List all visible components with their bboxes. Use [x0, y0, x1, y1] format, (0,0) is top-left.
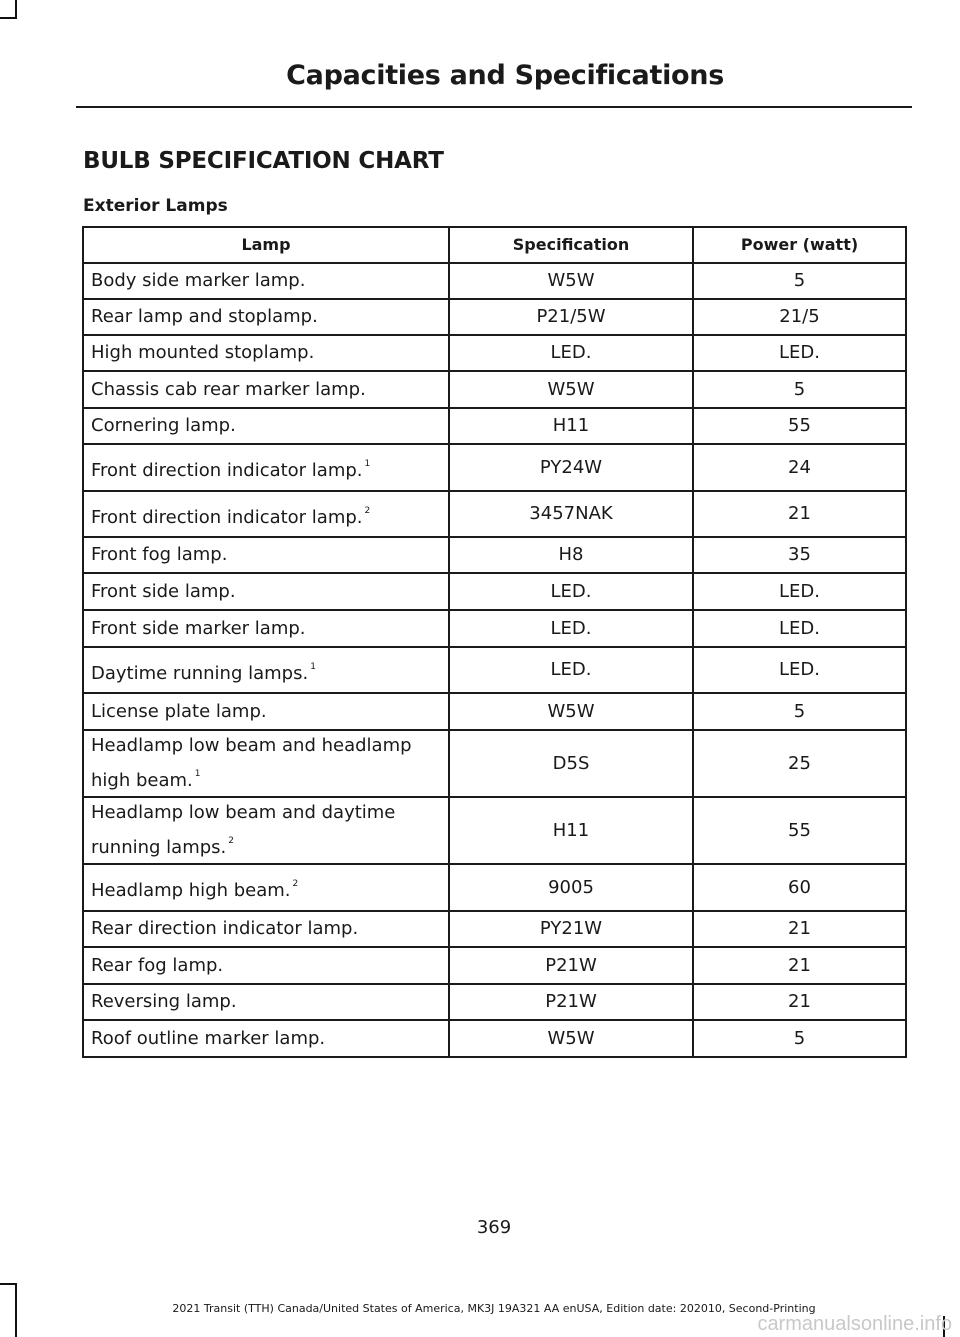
section-title: BULB SPECIFICATION CHART — [83, 148, 444, 174]
footer-edition-info: 2021 Transit (TTH) Canada/United States of America, MK3J 19A321 AA enUSA, Edition date: 202010, Second-Printing — [172, 1302, 816, 1315]
power-cell: 5 — [693, 371, 906, 408]
table-row — [83, 947, 906, 984]
lamp-cell — [83, 610, 449, 647]
power-cell: 24 — [693, 444, 906, 491]
crop-mark — [0, 1283, 17, 1285]
header-divider — [76, 106, 912, 108]
table-row — [83, 335, 906, 371]
power-cell: 21 — [693, 947, 906, 984]
power-cell: 35 — [693, 537, 906, 573]
lamp-cell — [83, 299, 449, 335]
lamp-name: Front side lamp. — [91, 580, 236, 602]
power-cell: 5 — [693, 1020, 906, 1057]
footnote-marker: 1 — [194, 769, 201, 779]
lamp-cell — [83, 693, 449, 730]
lamp-name: Front direction indicator lamp. — [91, 460, 363, 481]
footnote-marker: 2 — [364, 505, 371, 516]
specification-cell: P21W — [449, 947, 693, 984]
specification-cell: H11 — [449, 797, 693, 864]
power-cell: 21 — [693, 491, 906, 537]
lamp-name: Reversing lamp. — [91, 991, 237, 1012]
lamp-name: License plate lamp. — [91, 700, 267, 722]
page-number: 369 — [476, 1217, 512, 1238]
table-row — [83, 911, 906, 947]
lamp-name: Cornering lamp. — [91, 415, 236, 436]
lamp-name: Headlamp low beam and daytime running lamps. — [91, 802, 396, 858]
lamp-name: Rear direction indicator lamp. — [91, 918, 359, 939]
specification-cell: 3457NAK — [449, 491, 693, 537]
table-row — [83, 371, 906, 408]
specification-cell: H11 — [449, 408, 693, 444]
column-header-specification: Specification — [449, 227, 693, 263]
lamp-cell — [83, 864, 449, 911]
power-cell: 21 — [693, 984, 906, 1020]
footnote-marker: 1 — [310, 661, 316, 672]
lamp-name: Roof outline marker lamp. — [91, 1027, 326, 1049]
power-cell: 5 — [693, 693, 906, 730]
specification-cell: W5W — [449, 693, 693, 730]
lamp-name: Daytime running lamps. — [91, 662, 309, 684]
specification-cell: H8 — [449, 537, 693, 573]
table-row — [83, 693, 906, 730]
power-cell: 21 — [693, 911, 906, 947]
specification-cell: LED. — [449, 647, 693, 693]
specification-cell: D5S — [449, 730, 693, 797]
column-header-power: Power (watt) — [693, 227, 906, 263]
lamp-cell — [83, 1020, 449, 1057]
power-cell: LED. — [693, 335, 906, 371]
lamp-cell — [83, 911, 449, 947]
lamp-cell — [83, 371, 449, 408]
specification-cell: LED. — [449, 335, 693, 371]
power-cell: 55 — [693, 408, 906, 444]
power-cell: LED. — [693, 647, 906, 693]
lamp-name: Front direction indicator lamp. — [91, 506, 363, 528]
specification-cell: LED. — [449, 573, 693, 610]
specification-cell: PY21W — [449, 911, 693, 947]
watermark: carmanualsonline.info — [757, 1313, 952, 1335]
lamp-name: Chassis cab rear marker lamp. — [91, 378, 366, 400]
table-row — [83, 864, 906, 911]
lamp-name: Body side marker lamp. — [91, 270, 306, 291]
lamp-name: Headlamp high beam. — [91, 880, 291, 901]
lamp-cell — [83, 408, 449, 444]
specification-cell: W5W — [449, 371, 693, 408]
table-row — [83, 647, 906, 693]
crop-mark — [0, 17, 17, 19]
lamp-cell — [83, 537, 449, 573]
table-row — [83, 263, 906, 299]
lamp-cell — [83, 647, 449, 693]
page-header-title: Capacities and Specifications — [286, 60, 724, 91]
subsection-title: Exterior Lamps — [83, 196, 228, 216]
specification-cell: P21/5W — [449, 299, 693, 335]
lamp-cell — [83, 947, 449, 984]
power-cell: 55 — [693, 797, 906, 864]
lamp-cell — [83, 491, 449, 537]
specification-cell: W5W — [449, 263, 693, 299]
footnote-marker: 2 — [292, 879, 299, 889]
table-row — [83, 1020, 906, 1057]
lamp-cell — [83, 573, 449, 610]
lamp-cell — [83, 984, 449, 1020]
lamp-name: Rear lamp and stoplamp. — [91, 306, 318, 327]
footnote-marker: 1 — [364, 459, 371, 469]
lamp-name: Front fog lamp. — [91, 544, 228, 565]
power-cell: 5 — [693, 263, 906, 299]
table-row — [83, 537, 906, 573]
specification-cell: LED. — [449, 610, 693, 647]
lamp-cell — [83, 730, 449, 797]
lamp-cell — [83, 444, 449, 491]
table-row — [83, 610, 906, 647]
lamp-cell — [83, 797, 449, 864]
specification-cell: W5W — [449, 1020, 693, 1057]
power-cell: LED. — [693, 573, 906, 610]
lamp-name: High mounted stoplamp. — [91, 342, 315, 363]
table-row — [83, 797, 906, 864]
lamp-name: Rear fog lamp. — [91, 954, 224, 976]
table-row — [83, 573, 906, 610]
power-cell: 21/5 — [693, 299, 906, 335]
crop-mark — [15, 0, 17, 18]
specification-cell: PY24W — [449, 444, 693, 491]
power-cell: 25 — [693, 730, 906, 797]
table-row — [83, 299, 906, 335]
table-row — [83, 444, 906, 491]
table-row — [83, 730, 906, 797]
specification-cell: 9005 — [449, 864, 693, 911]
table-row — [83, 984, 906, 1020]
table-row — [83, 491, 906, 537]
footnote-marker: 2 — [228, 836, 235, 846]
column-header-lamp: Lamp — [83, 227, 449, 263]
lamp-name: Front side marker lamp. — [91, 617, 306, 639]
lamp-cell — [83, 263, 449, 299]
lamp-name: Headlamp low beam and headlamp high beam. — [91, 735, 412, 791]
specification-cell: P21W — [449, 984, 693, 1020]
table-header-row — [83, 227, 906, 263]
table-row — [83, 408, 906, 444]
lamp-cell — [83, 335, 449, 371]
power-cell: 60 — [693, 864, 906, 911]
power-cell: LED. — [693, 610, 906, 647]
bulb-spec-table — [82, 226, 907, 1058]
